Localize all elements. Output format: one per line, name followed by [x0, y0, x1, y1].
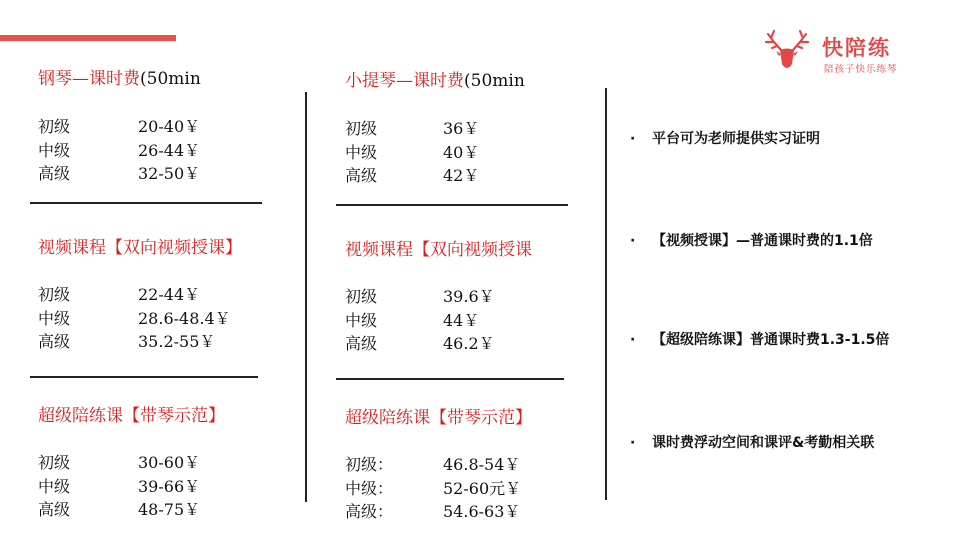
- price-value: 28.6-48.4￥: [138, 309, 231, 328]
- bullet-icon: ·: [630, 131, 636, 147]
- violin-lesson-title: 小提琴—课时费(50min: [345, 71, 525, 91]
- price-value: 39-66￥: [138, 477, 201, 496]
- price-value: 20-40￥: [138, 117, 201, 136]
- level-label: 高级: [345, 166, 378, 185]
- bullet-icon: ·: [630, 233, 636, 249]
- divider: [336, 378, 564, 380]
- level-label: 中级：: [345, 479, 394, 498]
- note-item: · 平台可为老师提供实习证明: [630, 131, 820, 147]
- price-value: 46.2￥: [443, 334, 495, 353]
- price-value: 35.2-55￥: [138, 332, 216, 351]
- column-divider: [305, 92, 307, 502]
- column-divider: [605, 88, 607, 500]
- bullet-icon: ·: [630, 435, 636, 451]
- price-value: 48-75￥: [138, 500, 201, 519]
- level-label: 初级: [345, 119, 378, 138]
- divider: [30, 202, 262, 204]
- bullet-icon: ·: [630, 332, 636, 348]
- note-item: · 【超级陪练课】普通课时费1.3-1.5倍: [630, 332, 890, 348]
- price-value: 26-44￥: [138, 141, 201, 160]
- piano-lesson-title: 钢琴—课时费(50min: [38, 69, 201, 89]
- level-label: 中级: [38, 309, 71, 328]
- level-label: 中级: [38, 141, 71, 160]
- note-item: · 【视频授课】—普通课时费的1.1倍: [630, 233, 873, 249]
- price-value: 52-60元￥: [443, 479, 522, 498]
- price-value: 36￥: [443, 119, 480, 138]
- price-value: 44￥: [443, 311, 480, 330]
- brand-slogan: 陪孩子快乐练琴: [824, 64, 898, 75]
- top-accent-bar: [0, 35, 176, 41]
- level-label: 初级：: [345, 455, 394, 474]
- level-label: 中级: [345, 311, 378, 330]
- level-label: 中级: [38, 477, 71, 496]
- violin-video-title: 视频课程【双向视频授课: [345, 240, 532, 260]
- price-value: 40￥: [443, 143, 480, 162]
- violin-super-title: 超级陪练课【带琴示范】: [345, 408, 532, 428]
- price-value: 54.6-63￥: [443, 502, 521, 521]
- level-label: 高级: [345, 334, 378, 353]
- price-value: 42￥: [443, 166, 480, 185]
- divider: [30, 376, 258, 378]
- price-value: 30-60￥: [138, 453, 201, 472]
- price-value: 32-50￥: [138, 164, 201, 183]
- price-value: 39.6￥: [443, 287, 495, 306]
- level-label: 高级: [38, 500, 71, 519]
- brand-logo: [760, 28, 940, 76]
- price-value: 46.8-54￥: [443, 455, 521, 474]
- piano-super-title: 超级陪练课【带琴示范】: [38, 406, 225, 426]
- level-label: 中级: [345, 143, 378, 162]
- divider: [336, 204, 568, 206]
- level-label: 初级: [38, 453, 71, 472]
- level-label: 初级: [345, 287, 378, 306]
- level-label: 高级: [38, 332, 71, 351]
- note-item: · 课时费浮动空间和课评&考勤相关联: [630, 435, 875, 451]
- level-label: 高级：: [345, 502, 394, 521]
- piano-video-title: 视频课程【双向视频授课】: [38, 238, 242, 258]
- level-label: 初级: [38, 117, 71, 136]
- deer-logo-icon: [760, 28, 818, 76]
- level-label: 高级: [38, 164, 71, 183]
- brand-name: 快陪练: [822, 36, 891, 60]
- price-value: 22-44￥: [138, 285, 201, 304]
- level-label: 初级: [38, 285, 71, 304]
